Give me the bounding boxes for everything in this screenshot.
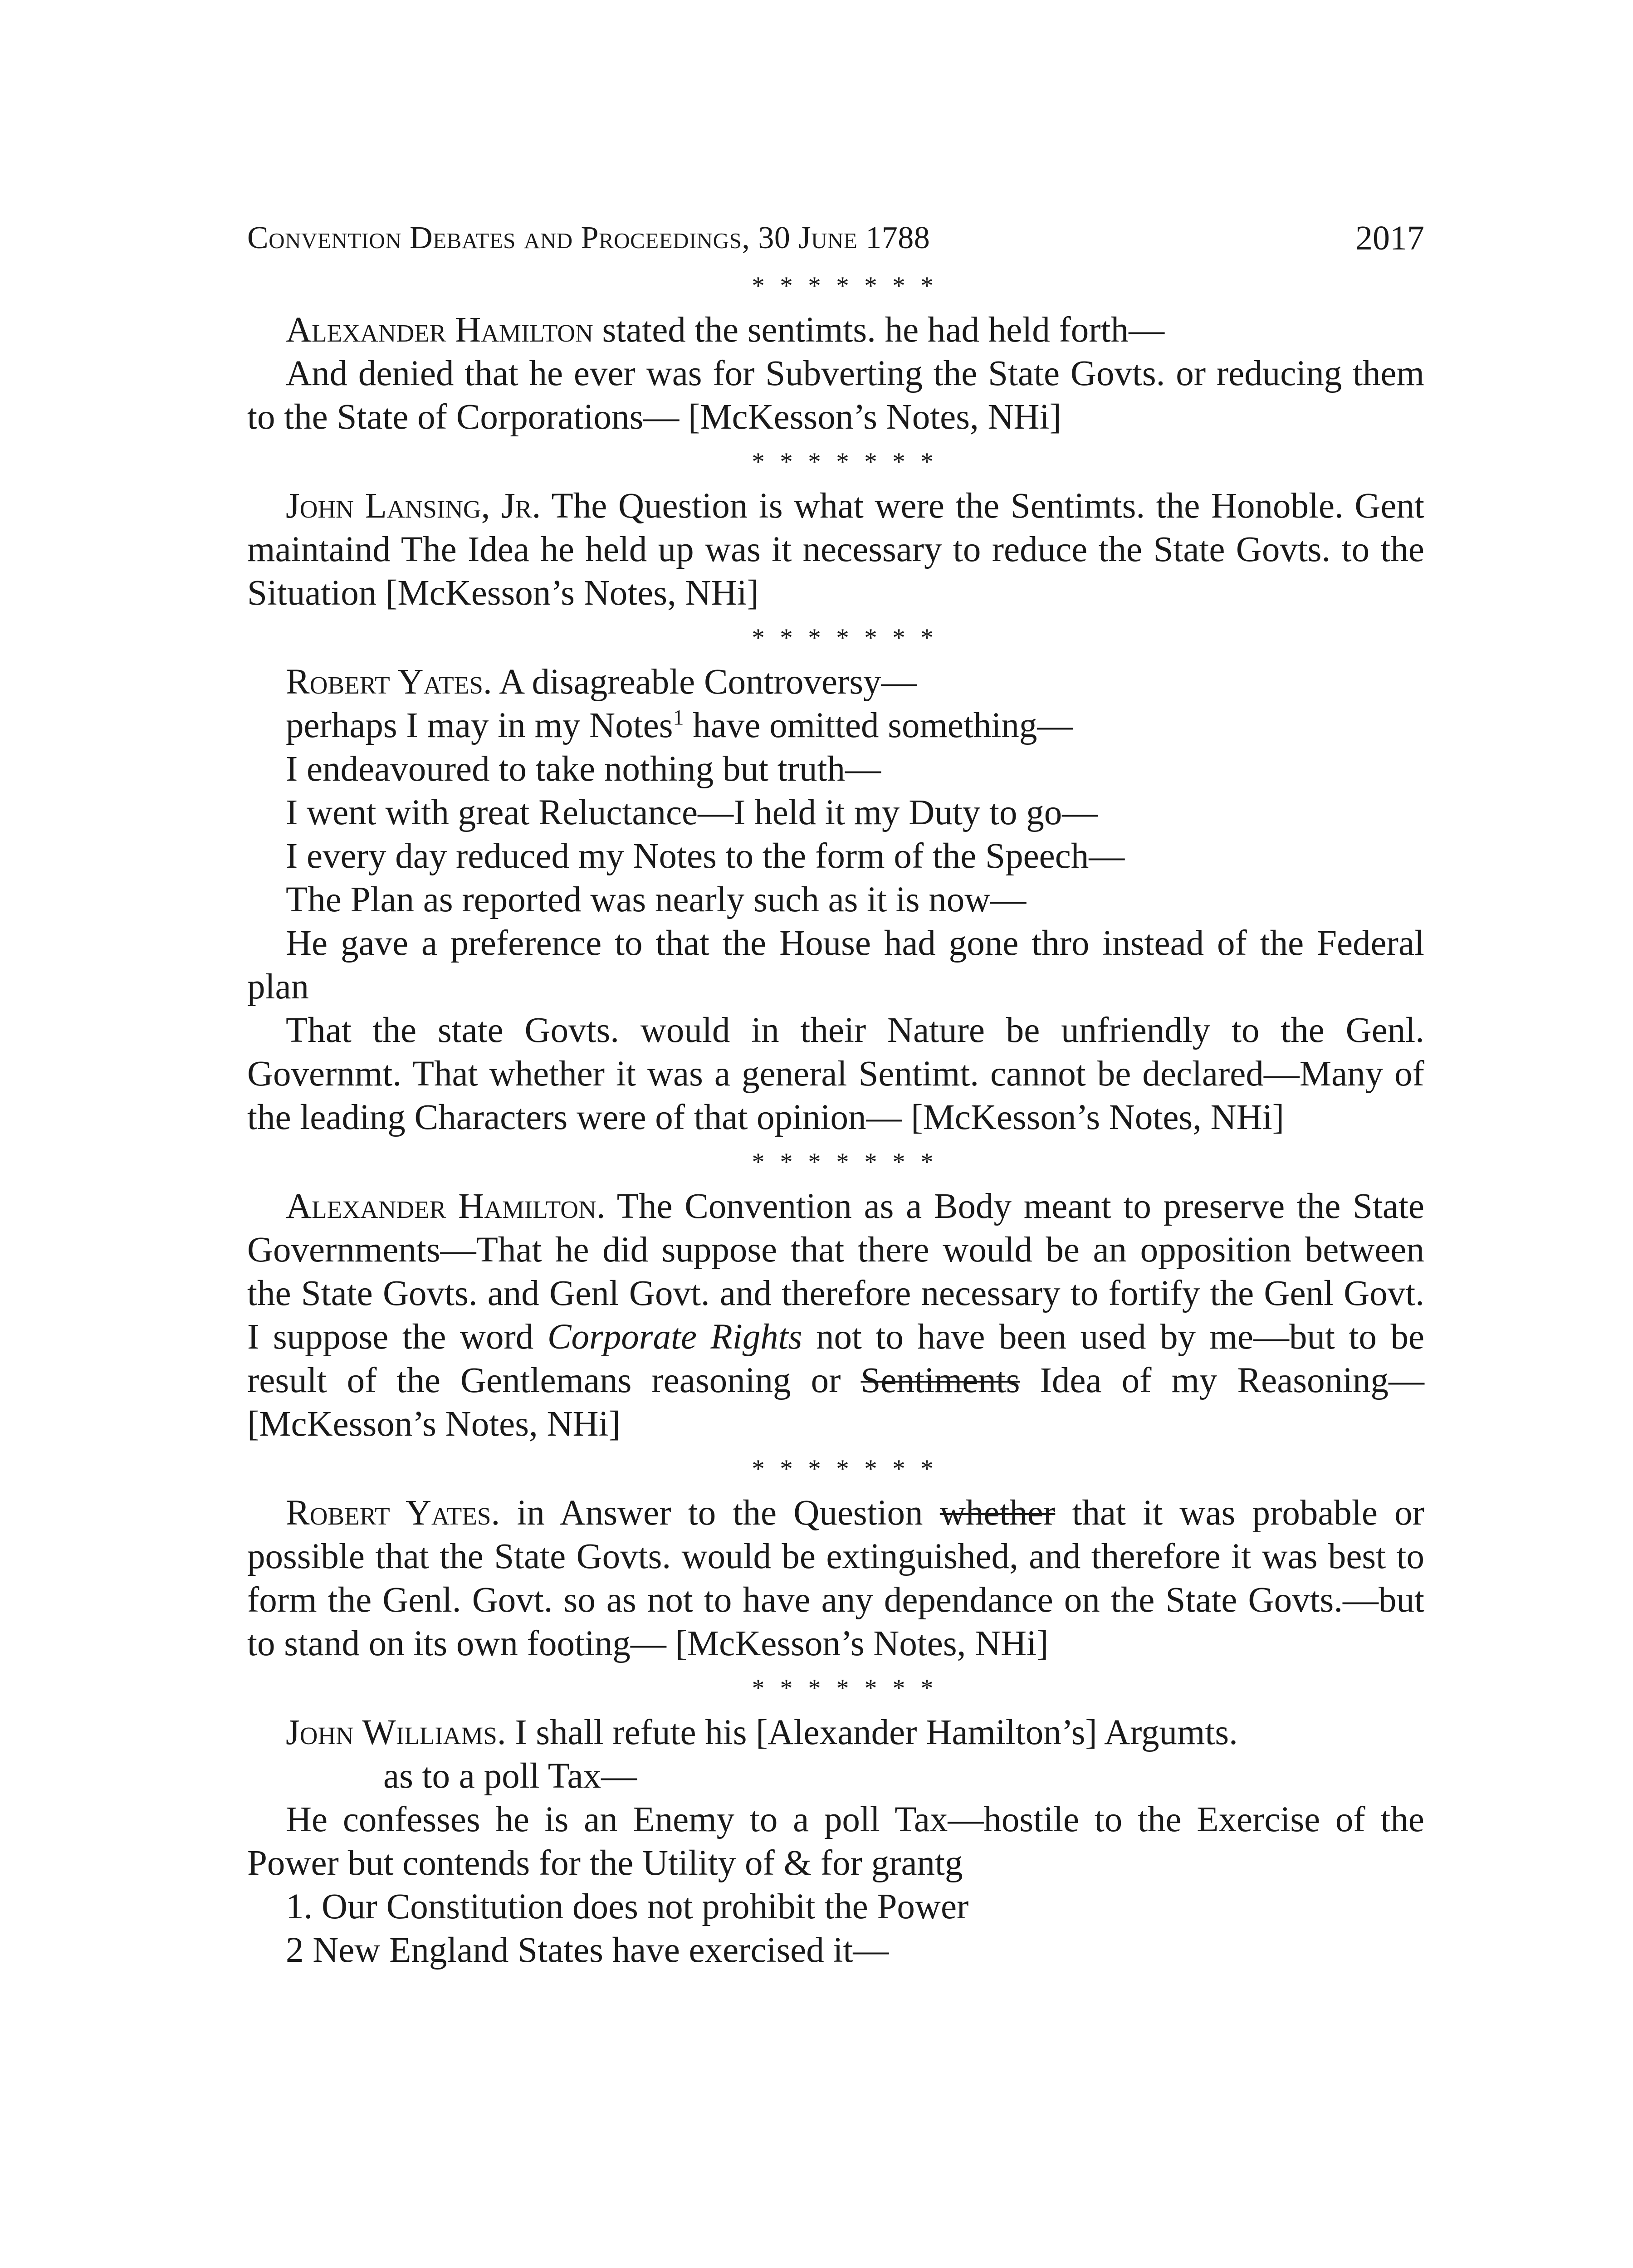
speech-paragraph (247, 1009, 1424, 1139)
speech-paragraph (247, 308, 1424, 352)
section-separator: * * * * * * * (752, 1148, 938, 1176)
page-number: 2017 (1355, 219, 1424, 257)
speech-text: I endeavoured to take nothing but truth— (286, 749, 881, 789)
speech-hamilton-1 (247, 308, 1424, 439)
speaker-name: Alexander Hamilton (286, 1187, 596, 1226)
speech-paragraph (247, 1185, 1424, 1446)
speech-text: perhaps I may in my Notes (286, 706, 673, 745)
italic-term: Corporate Rights (547, 1317, 802, 1357)
speaker-name: Robert Yates (286, 662, 483, 702)
speech-hamilton-2 (247, 1185, 1424, 1446)
speech-paragraph (247, 878, 1424, 922)
speech-paragraph (247, 835, 1424, 878)
speech-paragraph (247, 748, 1424, 791)
speaker-name: Alexander Hamilton (286, 310, 593, 350)
footnote-marker: 1 (673, 705, 684, 730)
speech-text: Idea of my Reasoning— [McKesson’s Notes, NHi] (247, 1361, 1424, 1444)
speaker-name: Robert Yates (286, 1493, 491, 1533)
speech-paragraph (247, 352, 1424, 439)
speech-text: And denied that he ever was for Subverting the State Govts. or reducing them to the State of Corporations— [McKesson’s Notes, NHi] (247, 354, 1424, 437)
speech-paragraph (247, 922, 1424, 1009)
speech-paragraph (247, 1798, 1424, 1885)
speech-text: . in Answer to the Question (491, 1493, 940, 1533)
speech-text: The Plan as reported was nearly such as it is now— (286, 880, 1027, 919)
speech-text: He confesses he is an Enemy to a poll Tax—hostile to the Exercise of the Power but contends for the Utility of & for grantg (247, 1800, 1424, 1883)
speech-paragraph (247, 791, 1424, 835)
speech-paragraph (247, 1491, 1424, 1666)
speech-text: He gave a preference to that the House had gone thro instead of the Federal plan (247, 924, 1424, 1007)
speech-williams (247, 1711, 1424, 1972)
speech-text: stated the sentimts. he had held forth— (593, 310, 1165, 350)
speech-paragraph (247, 1929, 1424, 1972)
struck-word: Sentiments (861, 1361, 1020, 1400)
running-title: Convention Debates and Proceedings, 30 June 1788 (247, 220, 930, 255)
speech-paragraph (247, 660, 1424, 704)
speech-text: The Question is what were the Sentimts. the Honoble. Gent maintaind The Idea he held up was it necessary to reduce the State Govts. to the Situation [McKesson’s Notes, NHi] (247, 486, 1424, 613)
speech-text: . A disagreable Controversy— (483, 662, 917, 702)
speech-text: That the state Govts. would in their Nature be unfriendly to the Genl. Governmt. That whether it was a general Sentimt. cannot be declared—Many of the leading Characters were of that opinion— [McKesson’s Notes, NHi] (247, 1011, 1424, 1137)
speech-paragraph (247, 484, 1424, 615)
speech-yates-2 (247, 1491, 1424, 1666)
speech-text: not to have been used by me—but to be result of the Gentlemans reasoning or (247, 1317, 1425, 1400)
speech-text: . The Convention as a Body meant to preserve the State Governments—That he did suppose that there would be an opposition between the State Govts. and Genl Govt. and therefore necessary to fortify the Genl Govt. I suppose the word (247, 1187, 1424, 1357)
speaker-name: John Lansing, Jr. (286, 486, 541, 526)
speech-text: 1. Our Constitution does not prohibit the Power (286, 1887, 969, 1926)
speech-text: 2 New England States have exercised it— (286, 1931, 889, 1970)
speech-yates-1 (247, 660, 1424, 1139)
speech-paragraph (247, 1755, 1424, 1798)
speaker-name: John Williams (286, 1713, 497, 1752)
speech-paragraph (247, 704, 1424, 748)
struck-word: whether (939, 1493, 1056, 1533)
speech-text: as to a poll Tax— (383, 1756, 637, 1796)
speech-text: I went with great Reluctance—I held it my Duty to go— (286, 793, 1098, 832)
speech-text: have omitted something— (684, 706, 1073, 745)
page-body (247, 213, 1424, 1972)
speech-text: that it was probable or possible that the State Govts. would be extinguished, and therefore it was best to form the Genl. Govt. so as not to have any dependance on the State Govts.—but to stand on its own footing— [McKesson’s Notes, NHi] (247, 1493, 1424, 1663)
section-separator: * * * * * * * (752, 272, 938, 300)
speech-lansing (247, 484, 1424, 615)
speech-text: . I shall refute his [Alexander Hamilton’s] Argumts. (497, 1713, 1238, 1752)
speech-paragraph (247, 1711, 1424, 1755)
running-head (247, 213, 1424, 263)
section-separator: * * * * * * * (752, 1455, 938, 1483)
speech-paragraph (247, 1885, 1424, 1929)
speech-text: I every day reduced my Notes to the form of the Speech— (286, 836, 1125, 876)
section-separator: * * * * * * * (752, 448, 938, 476)
section-separator: * * * * * * * (752, 1674, 938, 1702)
section-separator: * * * * * * * (752, 624, 938, 652)
